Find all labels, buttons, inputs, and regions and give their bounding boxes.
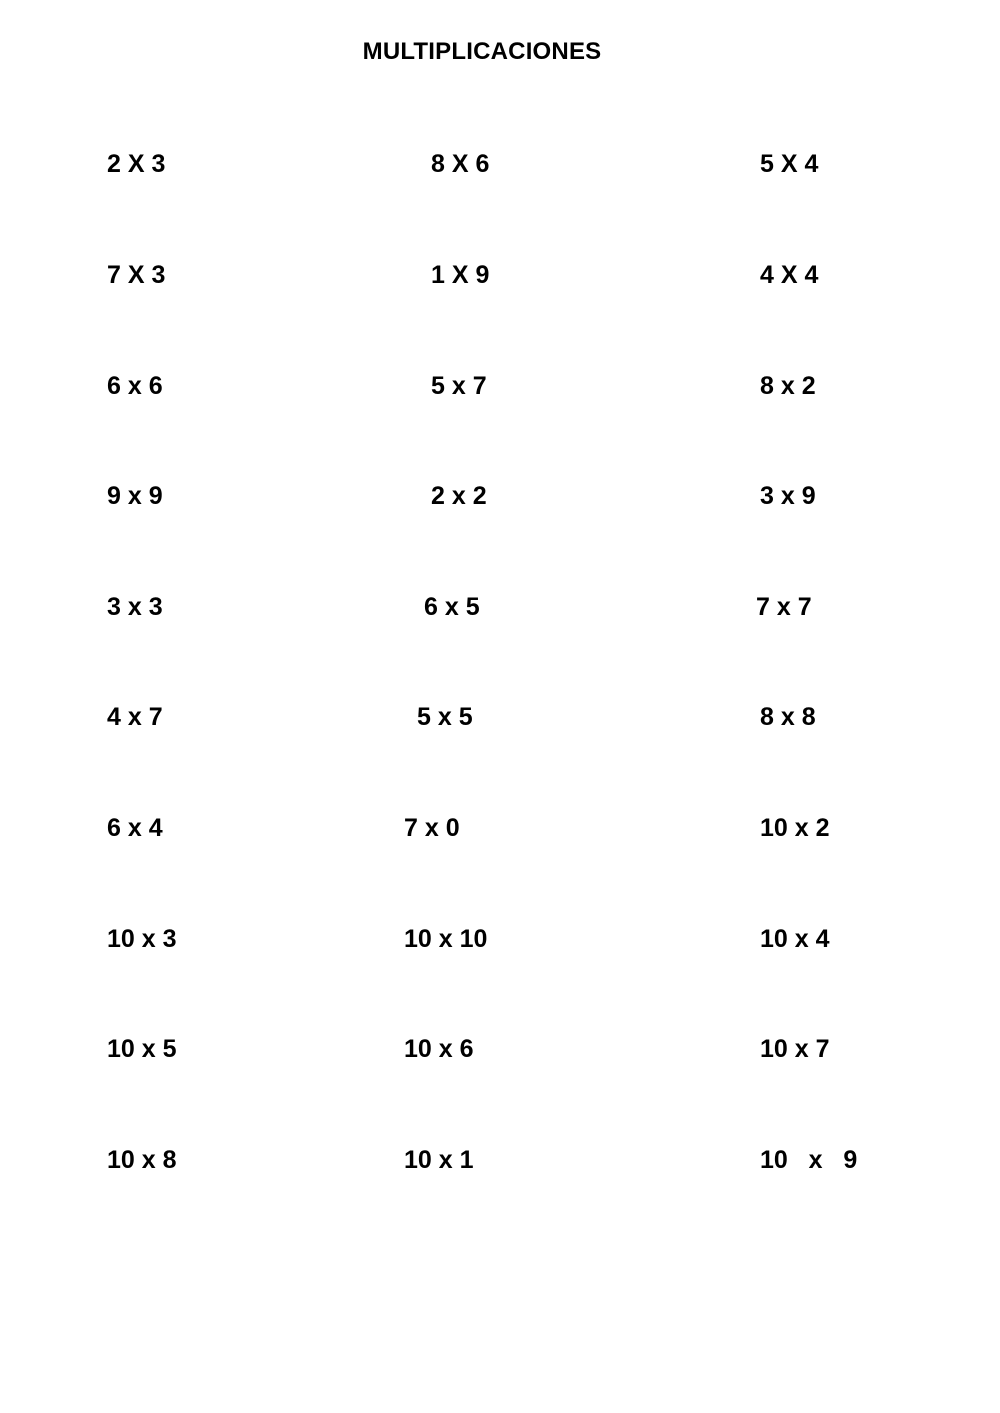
problem-r1-c1: 2 X 3 — [107, 150, 166, 178]
problem-r2-c3: 4 X 4 — [760, 261, 819, 289]
problem-r6-c3: 8 x 8 — [760, 703, 816, 731]
worksheet-title: MULTIPLICACIONES — [362, 38, 602, 65]
problem-r6-c2: 5 x 5 — [417, 703, 473, 731]
problem-r5-c2: 6 x 5 — [424, 593, 480, 621]
problem-r10-c3: 10 x 9 — [760, 1146, 858, 1174]
problem-r7-c1: 6 x 4 — [107, 814, 163, 842]
problem-r4-c2: 2 x 2 — [431, 482, 487, 510]
problem-r9-c1: 10 x 5 — [107, 1035, 177, 1063]
problem-r4-c1: 9 x 9 — [107, 482, 163, 510]
problem-r3-c1: 6 x 6 — [107, 372, 163, 400]
problem-r10-c2: 10 x 1 — [404, 1146, 474, 1174]
problem-r1-c3: 5 X 4 — [760, 150, 819, 178]
problem-r6-c1: 4 x 7 — [107, 703, 163, 731]
problem-r5-c3: 7 x 7 — [756, 593, 812, 621]
problem-r9-c2: 10 x 6 — [404, 1035, 474, 1063]
problem-r3-c2: 5 x 7 — [431, 372, 487, 400]
problem-r7-c2: 7 x 0 — [404, 814, 460, 842]
problem-r2-c2: 1 X 9 — [431, 261, 490, 289]
problem-r5-c1: 3 x 3 — [107, 593, 163, 621]
problem-r4-c3: 3 x 9 — [760, 482, 816, 510]
problem-r2-c1: 7 X 3 — [107, 261, 166, 289]
problem-r9-c3: 10 x 7 — [760, 1035, 830, 1063]
problem-r1-c2: 8 X 6 — [431, 150, 490, 178]
problem-r8-c2: 10 x 10 — [404, 925, 488, 953]
problem-r3-c3: 8 x 2 — [760, 372, 816, 400]
problem-r8-c1: 10 x 3 — [107, 925, 177, 953]
problem-r10-c1: 10 x 8 — [107, 1146, 177, 1174]
problem-r7-c3: 10 x 2 — [760, 814, 830, 842]
problem-r8-c3: 10 x 4 — [760, 925, 830, 953]
